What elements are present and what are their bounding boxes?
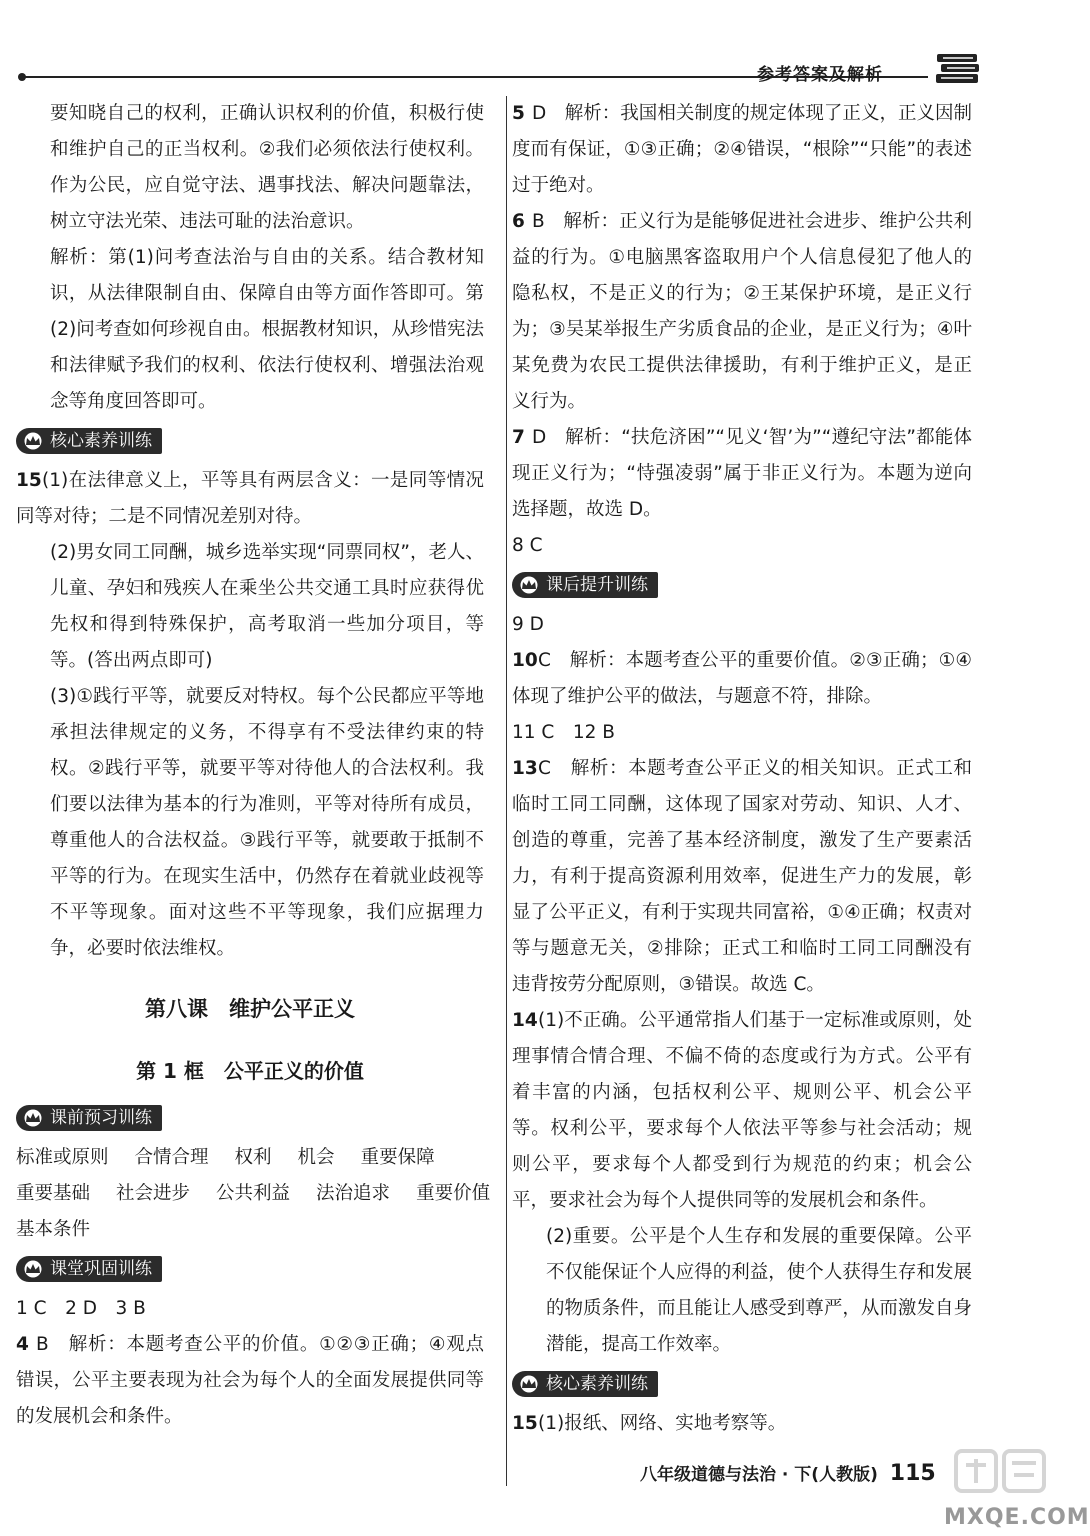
page-number: 115 xyxy=(889,1461,936,1486)
keyword-row xyxy=(16,1140,484,1176)
question-number: 13 xyxy=(512,758,538,779)
section-banner-label: 课前预习训练 xyxy=(50,1108,152,1128)
question-number: 10 xyxy=(512,650,538,671)
keyword: 重要基础 xyxy=(16,1183,91,1204)
answers-line: 11 C 12 B xyxy=(512,722,615,743)
question-item xyxy=(512,751,972,1003)
section-banner-label: 课后提升训练 xyxy=(546,575,648,595)
question-item xyxy=(512,420,972,528)
crown-icon xyxy=(22,1260,44,1278)
lesson-title: 第八课 维护公平正义 xyxy=(145,997,355,1021)
keyword: 合情合理 xyxy=(134,1147,209,1168)
question-item xyxy=(512,96,972,204)
section-banner xyxy=(16,1105,162,1131)
section-banner-label: 核心素养训练 xyxy=(546,1374,648,1394)
section-banner xyxy=(512,572,658,598)
question-text: B 解析：正义行为是能够促进社会进步、维护公共利益的行为。①电脑黑客盗取用户个人信息侵犯了他人的隐私权，不是正义的行为；②王某保护环境，是正义行为；③吴某举报生产劣质食品的企业，是正义行为；④叶某免费为农民工提供法律援助，有利于维护正义，是正义行为。 xyxy=(512,211,972,412)
keyword: 社会进步 xyxy=(116,1183,191,1204)
analysis-text: 解析：第(1)问考查法治与自由的关系。结合教材知识，从法律限制自由、保障自由等方面作答即可。第(2)问考查如何珍视自由。根据教材知识，从珍惜宪法和法律赋予我们的权利、依法行使权利、增强法治观念等角度回答即可。 xyxy=(50,247,484,412)
question-number: 5 xyxy=(512,103,525,124)
watermark-text: MXQE.COM xyxy=(944,1505,1090,1530)
question-text: (1)在法律意义上，平等具有两层含义：一是同等情况同等对待；二是不同情况差别对待。 xyxy=(16,470,484,527)
keyword: 公共利益 xyxy=(216,1183,291,1204)
question-number: 4 xyxy=(16,1334,29,1355)
footer-book-title: 八年级道德与法治 · 下(人教版) xyxy=(640,1465,878,1485)
keyword-row xyxy=(16,1176,491,1212)
keyword: 权利 xyxy=(234,1147,272,1168)
crown-icon xyxy=(518,1375,540,1393)
crown-icon xyxy=(22,1109,44,1127)
question-number: 15 xyxy=(512,1413,538,1434)
section-banner-label: 核心素养训练 xyxy=(50,431,152,451)
question-item xyxy=(16,1327,484,1435)
column-divider xyxy=(506,96,507,1486)
answers-line: 1 C 2 D 3 B xyxy=(16,1298,146,1319)
question-text: D 解析：“扶危济困”“见义‘智’为”“遵纪守法”都能体现正义行为；“恃强凌弱”属于非正义行为。本题为逆向选择题，故选 D。 xyxy=(512,427,972,520)
crown-icon xyxy=(518,576,540,594)
question-item xyxy=(16,463,484,535)
question-text: (1)报纸、网络、实地考察等。 xyxy=(538,1413,787,1434)
question-text: (3)①践行平等，就要反对特权。每个公民都应平等地承担法律规定的义务，不得享有不受法律约束的特权。②践行平等，就要平等对待他人的合法权利。我们要以法律为基本的行为准则，平等对待所有成员，尊重他人的合法权益。③践行平等，就要敢于抵制不平等的行为。在现实生活中，仍然存在着就业歧视等不平等现象。面对这些不平等现象，我们应据理力争，必要时依法维权。 xyxy=(50,686,484,959)
crown-icon xyxy=(22,432,44,450)
answer-text: 要知晓自己的权利，正确认识权利的价值，积极行使和维护自己的正当权利。②我们必须依法行使权利。作为公民，应自觉守法、遇事找法、解决问题靠法，树立守法光荣、违法可耻的法治意识。 xyxy=(50,103,484,232)
question-number: 15 xyxy=(16,470,42,491)
question-item xyxy=(512,204,972,420)
question-text: (1)不正确。公平通常指人们基于一定标准或原则，处理事情合情合理、不偏不倚的态度或行为方式。公平有着丰富的内涵，包括权利公平、规则公平、机会公平等。权利公平，要求每个人依法平等参与社会活动；规则公平，要求每个人都受到行为规范的约束；机会公平，要求社会为每个人提供同等的发展机会和条件。 xyxy=(512,1010,972,1211)
question-item xyxy=(512,1406,972,1442)
question-text: C 解析：本题考查公平的重要价值。②③正确；①④体现了维护公平的做法，与题意不符，排除。 xyxy=(512,650,972,707)
section-banner xyxy=(512,1371,658,1397)
question-number: 7 xyxy=(512,427,525,448)
section-banner-label: 课堂巩固训练 xyxy=(50,1259,152,1279)
page-footer xyxy=(640,1460,936,1486)
question-item xyxy=(512,643,972,715)
frame-title: 第 1 框 公平正义的价值 xyxy=(136,1059,364,1083)
keyword: 重要价值 xyxy=(416,1183,491,1204)
question-item xyxy=(512,1003,972,1219)
left-column xyxy=(16,96,491,1435)
keyword: 标准或原则 xyxy=(16,1147,109,1168)
question-number: 6 xyxy=(512,211,525,232)
keyword-row xyxy=(16,1212,484,1248)
header-title: 参考答案及解析 xyxy=(757,65,883,85)
keyword: 机会 xyxy=(297,1147,335,1168)
question-text: (2)男女同工同酬，城乡选举实现“同票同权”，老人、儿童、孕妇和残疾人在乘坐公共交通工具时应获得优先权和得到特殊保护，高考取消一些加分项目，等等。(答出两点即可) xyxy=(50,542,484,671)
right-column xyxy=(512,96,972,1442)
keyword: 基本条件 xyxy=(16,1219,91,1240)
answers-line: 8 C xyxy=(512,535,543,556)
keyword: 法治追求 xyxy=(316,1183,391,1204)
question-text: (2)重要。公平是个人生存和发展的重要保障。公平不仅能保证个人应得的利益，使个人获得生存和发展的物质条件，而且能让人感受到尊严，从而激发自身潜能，提高工作效率。 xyxy=(546,1226,972,1355)
question-text: B 解析：本题考查公平的价值。①②③正确；④观点错误，公平主要表现为社会为每个人的全面发展提供同等的发展机会和条件。 xyxy=(16,1334,484,1427)
keyword: 重要保障 xyxy=(360,1147,435,1168)
question-number: 14 xyxy=(512,1010,538,1031)
section-banner xyxy=(16,428,162,454)
question-text: D 解析：我国相关制度的规定体现了正义，正义因制度而有保证，①③正确；②④错误，“根除”“只能”的表述过于绝对。 xyxy=(512,103,972,196)
answers-line: 9 D xyxy=(512,614,544,635)
books-icon xyxy=(935,52,981,86)
section-banner xyxy=(16,1256,162,1282)
question-text: C 解析：本题考查公平正义的相关知识。正式工和临时工同工同酬，这体现了国家对劳动、知识、人才、创造的尊重，完善了基本经济制度，激发了生产要素活力，有利于提高资源利用效率，促进生产力的发展，彰显了公平正义，有利于实现共同富裕，①④正确；权责对等与题意无关，②排除；正式工和临时工同工同酬没有违背按劳分配原则，③错误。故选 C。 xyxy=(512,758,972,995)
